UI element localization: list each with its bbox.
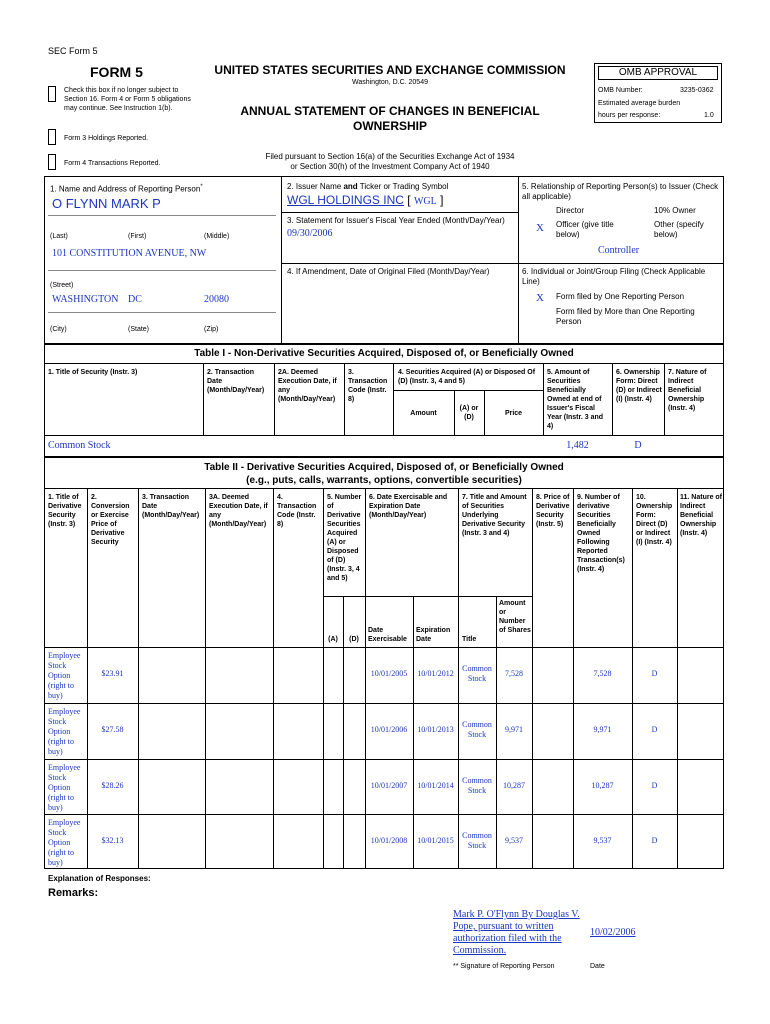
- form3-holdings-label: Form 3 Holdings Reported.: [64, 135, 149, 142]
- t2-row-title: Employee Stock Option (right to buy): [48, 818, 81, 867]
- officer-mark: X: [536, 222, 544, 234]
- omb-hours-value: 1.0: [704, 112, 714, 119]
- filed-pursuant-line1: Filed pursuant to Section 16(a) of the Securities Exchange Act of 1934: [265, 152, 515, 161]
- form4-transactions-label: Form 4 Transactions Reported.: [64, 160, 161, 167]
- t2-row-price: $28.26: [101, 781, 124, 790]
- t2-row-owned: 9,537: [593, 836, 612, 845]
- t1-h2: 2. Transaction Date (Month/Day/Year): [207, 369, 265, 394]
- form-title: FORM 5: [90, 64, 143, 80]
- t2-h3: 3. Transaction Date (Month/Day/Year): [142, 494, 200, 519]
- t2-row-price: $27.58: [101, 725, 124, 734]
- t2-row-title: Employee Stock Option (right to buy): [48, 651, 81, 700]
- t2-row-expiration: 10/01/2013: [417, 725, 454, 734]
- t2-sub-a: (A): [328, 636, 338, 643]
- t2-row-owned: 9,971: [593, 725, 612, 734]
- agency-title: UNITED STATES SECURITIES AND EXCHANGE COMMISSION: [214, 63, 566, 77]
- table2-title: Table II - Derivative Securities Acquired, Disposed of, or Beneficially Owned: [204, 462, 564, 473]
- t1-row-title: Common Stock: [48, 440, 111, 451]
- no-longer-subject-label: Check this box if no longer subject to Section 16. Form 4 or Form 5 obligations may continue. See Instruction 1(b).: [64, 87, 191, 112]
- t2-row-underlying: Common Stock: [462, 664, 492, 683]
- table1-title: Table I - Non-Derivative Securities Acquired, Disposed of, or Beneficially Owned: [194, 348, 574, 359]
- t1-h4-ad: (A) or (D): [459, 405, 479, 421]
- t2-row-expiration: 10/01/2012: [417, 669, 454, 678]
- t2-row-form: D: [651, 725, 658, 734]
- t2-row-owned: 7,528: [593, 669, 612, 678]
- t2-row-exercisable: 10/01/2005: [370, 669, 408, 678]
- first-label: (First): [128, 233, 147, 240]
- t2-row-expiration: 10/01/2015: [417, 836, 454, 845]
- statement-title: ANNUAL STATEMENT OF CHANGES IN BENEFICIAL OWNERSHIP: [240, 104, 540, 133]
- t2-row-form: D: [651, 836, 658, 845]
- omb-number-value: 3235-0362: [680, 87, 714, 94]
- t2-h4: 4. Transaction Code (Instr. 8): [277, 494, 317, 528]
- director-option: Director: [556, 206, 585, 215]
- t2-row-title: Employee Stock Option (right to buy): [48, 707, 81, 756]
- explanation-label: Explanation of Responses:: [48, 874, 151, 883]
- fiscal-year-date: 09/30/2006: [287, 228, 333, 239]
- signature-date: 10/02/2006: [590, 927, 636, 938]
- issuer-label: 2. Issuer Name and Ticker or Trading Symbol: [287, 182, 449, 191]
- omb-number-label: OMB Number:: [598, 87, 643, 94]
- reporting-person-name: O FLYNN MARK P: [52, 196, 161, 211]
- one-person-mark: X: [536, 292, 544, 304]
- t2-h7: 7. Title and Amount of Securities Underlying Derivative Security (Instr. 3 and 4): [462, 494, 527, 537]
- t2-row-exercisable: 10/01/2006: [370, 725, 408, 734]
- t2-row-price: $32.13: [101, 836, 124, 845]
- ten-pct-owner-option: 10% Owner: [654, 206, 696, 215]
- state-label: (State): [128, 326, 150, 333]
- t2-row-amount: 9,971: [505, 725, 523, 734]
- t2-row-owned: 10,287: [591, 781, 614, 790]
- t1-row-amount: 1,482: [566, 440, 589, 451]
- t2-row-exercisable: 10/01/2008: [370, 836, 408, 845]
- t2-row-price: $23.91: [101, 669, 124, 678]
- no-longer-subject-checkbox[interactable]: [48, 86, 56, 102]
- t2-row-underlying: Common Stock: [462, 776, 492, 795]
- sec-form-label: SEC Form 5: [48, 46, 98, 56]
- t2-sub-amount: Amount or Number of Shares: [499, 600, 531, 634]
- t2-sub-expiration: Expiration Date: [416, 627, 451, 643]
- t2-h1: 1. Title of Derivative Security (Instr. 3): [48, 494, 82, 528]
- one-person-option: Form filed by One Reporting Person: [556, 292, 685, 301]
- last-label: (Last): [50, 233, 68, 240]
- t2-h3a: 3A. Deemed Execution Date, if any (Month/Day/Year): [209, 494, 268, 528]
- amendment-label: 4. If Amendment, Date of Original Filed (Month/Day/Year): [287, 267, 490, 276]
- t1-h7: 7. Nature of Indirect Beneficial Ownership (Instr. 4): [668, 369, 707, 412]
- t1-h3: 3. Transaction Code (Instr. 8): [348, 369, 388, 403]
- city-label: (City): [50, 326, 67, 333]
- t2-h8: 8. Price of Derivative Security (Instr. 5): [536, 494, 570, 528]
- t2-sub-title: Title: [462, 636, 477, 643]
- t2-h10: 10. Ownership Form: Direct (D) or Indirect (I) (Instr. 4): [636, 494, 673, 546]
- t2-row-form: D: [651, 781, 658, 790]
- omb-hours-label: hours per response:: [598, 112, 661, 119]
- city-value: WASHINGTON: [52, 294, 119, 305]
- issuer-name-ticker: WGL HOLDINGS INC [ WGL ]: [287, 193, 444, 207]
- table2-subtitle: (e.g., puts, calls, warrants, options, convertible securities): [246, 475, 522, 486]
- middle-label: (Middle): [204, 233, 230, 240]
- t1-h2a: 2A. Deemed Execution Date, if any (Month/Day/Year): [278, 369, 337, 403]
- issuer-name: WGL HOLDINGS INC: [287, 193, 404, 207]
- t2-h2: 2. Conversion or Exercise Price of Derivative Security: [91, 494, 130, 546]
- reporting-person-label: 1. Name and Address of Reporting Person*: [50, 184, 203, 194]
- t2-h9: 9. Number of derivative Securities Beneficially Owned Following Reported Transaction(s) (Instr. 4): [577, 494, 625, 573]
- officer-title: Controller: [598, 245, 640, 256]
- t1-row-form: D: [634, 440, 642, 451]
- t2-sub-d: (D): [349, 636, 359, 643]
- signature-label: ** Signature of Reporting Person: [453, 963, 555, 970]
- zip-value: 20080: [204, 294, 229, 305]
- zip-label: (Zip): [204, 326, 219, 333]
- t1-h6: 6. Ownership Form: Direct (D) or Indirect (I) (Instr. 4): [616, 369, 662, 403]
- fiscal-year-label: 3. Statement for Issuer's Fiscal Year Ended (Month/Day/Year): [287, 216, 505, 225]
- t2-row-underlying: Common Stock: [462, 831, 492, 850]
- omb-approval-title: OMB APPROVAL: [598, 66, 718, 80]
- t2-row-title: Employee Stock Option (right to buy): [48, 763, 81, 812]
- t2-h11: 11. Nature of Indirect Beneficial Ownership (Instr. 4): [680, 494, 723, 537]
- issuer-ticker: WGL: [413, 196, 437, 207]
- street-label: (Street): [50, 282, 74, 289]
- t2-row-amount: 10,287: [503, 781, 525, 790]
- street-value: 101 CONSTITUTION AVENUE, NW: [52, 248, 207, 259]
- t1-h4: 4. Securities Acquired (A) or Disposed Of (D) (Instr. 3, 4 and 5): [398, 369, 536, 385]
- t1-h4-amount: Amount: [410, 410, 437, 417]
- t2-h5: 5. Number of Derivative Securities Acquired (A) or Disposed of (D) (Instr. 3, 4 and 5): [327, 494, 362, 582]
- filed-pursuant-line2: or Section 30(h) of the Investment Company Act of 1940: [290, 162, 490, 171]
- t2-sub-exercisable: Date Exercisable: [368, 627, 407, 643]
- remarks-label: Remarks:: [48, 887, 99, 899]
- t2-row-amount: 9,537: [505, 836, 523, 845]
- t2-row-amount: 7,528: [505, 669, 523, 678]
- relationship-label: 5. Relationship of Reporting Person(s) to Issuer (Check all applicable): [522, 182, 719, 201]
- t2-h6: 6. Date Exercisable and Expiration Date (Month/Day/Year): [369, 494, 448, 519]
- date-label: Date: [590, 963, 605, 970]
- agency-location: Washington, D.C. 20549: [351, 79, 428, 86]
- omb-burden-label: Estimated average burden: [598, 100, 681, 107]
- t2-row-expiration: 10/01/2014: [417, 781, 454, 790]
- form4-transactions-checkbox[interactable]: [48, 154, 56, 170]
- state-value: DC: [128, 294, 142, 305]
- form3-holdings-checkbox[interactable]: [48, 129, 56, 145]
- officer-option: Officer (give title below): [556, 220, 614, 239]
- other-option: Other (specify below): [654, 220, 704, 239]
- t1-h1: 1. Title of Security (Instr. 3): [48, 369, 138, 376]
- t2-row-underlying: Common Stock: [462, 720, 492, 739]
- t1-h5: 5. Amount of Securities Beneficially Owned at end of Issuer's Fiscal Year (Instr. 3 and 4): [547, 369, 604, 430]
- t2-row-exercisable: 10/01/2007: [370, 781, 408, 790]
- t2-row-form: D: [651, 669, 658, 678]
- t1-h4-price: Price: [504, 410, 523, 417]
- more-persons-option: Form filed by More than One Reporting Person: [556, 307, 695, 326]
- group-filing-label: 6. Individual or Joint/Group Filing (Check Applicable Line): [522, 267, 706, 286]
- signature: Mark P. O'Flynn By Douglas V. Pope, pursuant to written authorization filed with the Commission.: [453, 909, 580, 956]
